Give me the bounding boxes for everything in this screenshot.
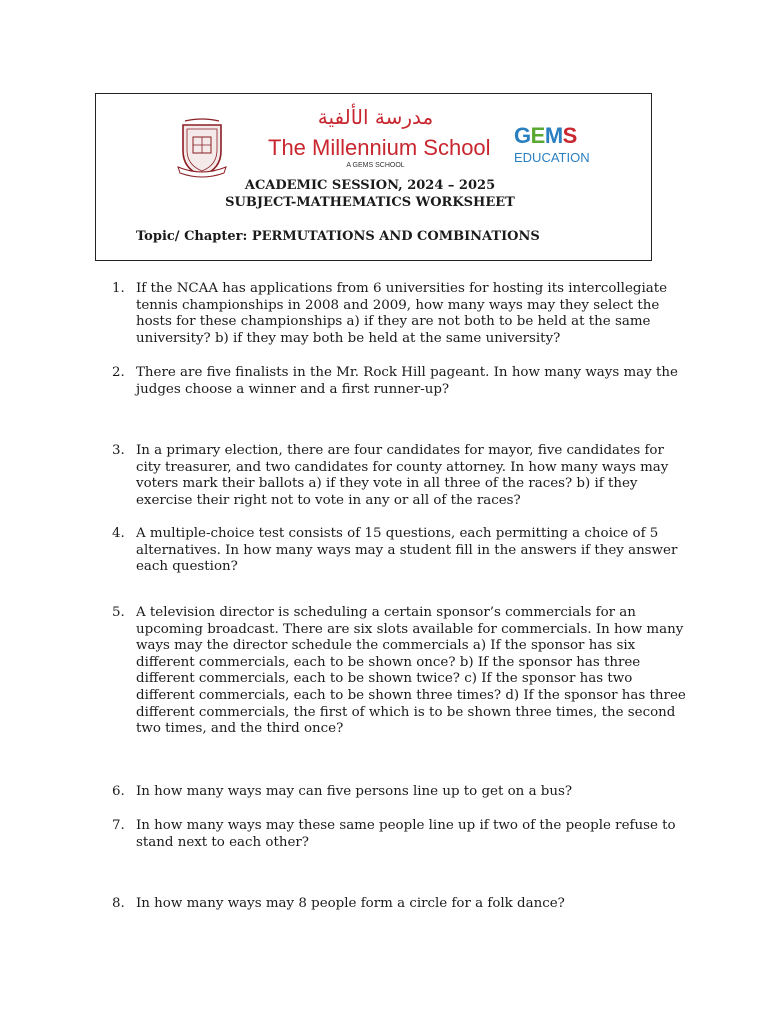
question-text: In a primary election, there are four candidates for mayor, five candidates for city treasurer, and two candidates for county attorney. In how many ways may voters mark their ballots a) if they vote in all three of the races? b) if they exercise their right not to vote in any or all of the races? — [136, 443, 669, 508]
question-number: 8. — [112, 896, 125, 911]
academic-session: ACADEMIC SESSION, 2024 – 2025 — [244, 178, 496, 193]
question-number: 5. — [112, 605, 125, 620]
question-item — [112, 784, 692, 801]
question-number: 3. — [112, 443, 125, 458]
question-item — [112, 281, 692, 347]
question-number: 2. — [112, 365, 125, 380]
gems-logo-mark: GEMS — [514, 123, 577, 148]
question-item — [112, 896, 692, 913]
gems-education-logo — [514, 123, 590, 166]
question-text: A multiple-choice test consists of 15 questions, each permitting a choice of 5 alternatives. In how many ways may a student fill in the answers if they answer each question? — [136, 526, 678, 575]
school-crest-icon — [177, 117, 227, 179]
question-number: 6. — [112, 784, 125, 799]
question-text: In how many ways may 8 people form a circle for a folk dance? — [136, 896, 565, 911]
question-text: There are five finalists in the Mr. Rock Hill pageant. In how many ways may the judges choose a winner and a first runner-up? — [136, 365, 678, 397]
gems-logo-text: EDUCATION — [514, 150, 590, 165]
school-name-arabic: مدرسة الألفية — [317, 105, 434, 129]
question-text: A television director is scheduling a certain sponsor’s commercials for an upcoming broadcast. There are six slots available for commercials. In how many ways may the director schedule the commercials a) If the sponsor has six different commercials, each to be shown once? b) If the sponsor has three different commercials, each to be shown twice? c) If the sponsor has two different commercials, each to be shown three times? d) If the sponsor has three different commercials, the first of which is to be shown three times, the second two times, and the third once? — [136, 605, 686, 737]
question-text: In how many ways may these same people line up if two of the people refuse to stand next to each other? — [136, 818, 676, 850]
question-text: If the NCAA has applications from 6 universities for hosting its intercollegiate tennis championships in 2008 and 2009, how many ways may they select the hosts for these championships a) if they are not both to be held at the same university? b) if they may both be held at the same university? — [136, 281, 668, 346]
worksheet-subject: SUBJECT-MATHEMATICS WORKSHEET — [225, 195, 515, 210]
school-tagline: A GEMS SCHOOL — [346, 162, 405, 169]
question-number: 7. — [112, 818, 125, 833]
worksheet-topic: Topic/ Chapter: PERMUTATIONS AND COMBINATIONS — [136, 229, 540, 244]
question-item — [112, 526, 692, 576]
question-item — [112, 443, 692, 509]
school-name: The Millennium School — [268, 135, 491, 160]
question-number: 1. — [112, 281, 125, 296]
question-text: In how many ways may can five persons line up to get on a bus? — [136, 784, 573, 799]
question-number: 4. — [112, 526, 125, 541]
question-item — [112, 365, 692, 398]
question-item — [112, 818, 692, 851]
question-item — [112, 605, 692, 738]
